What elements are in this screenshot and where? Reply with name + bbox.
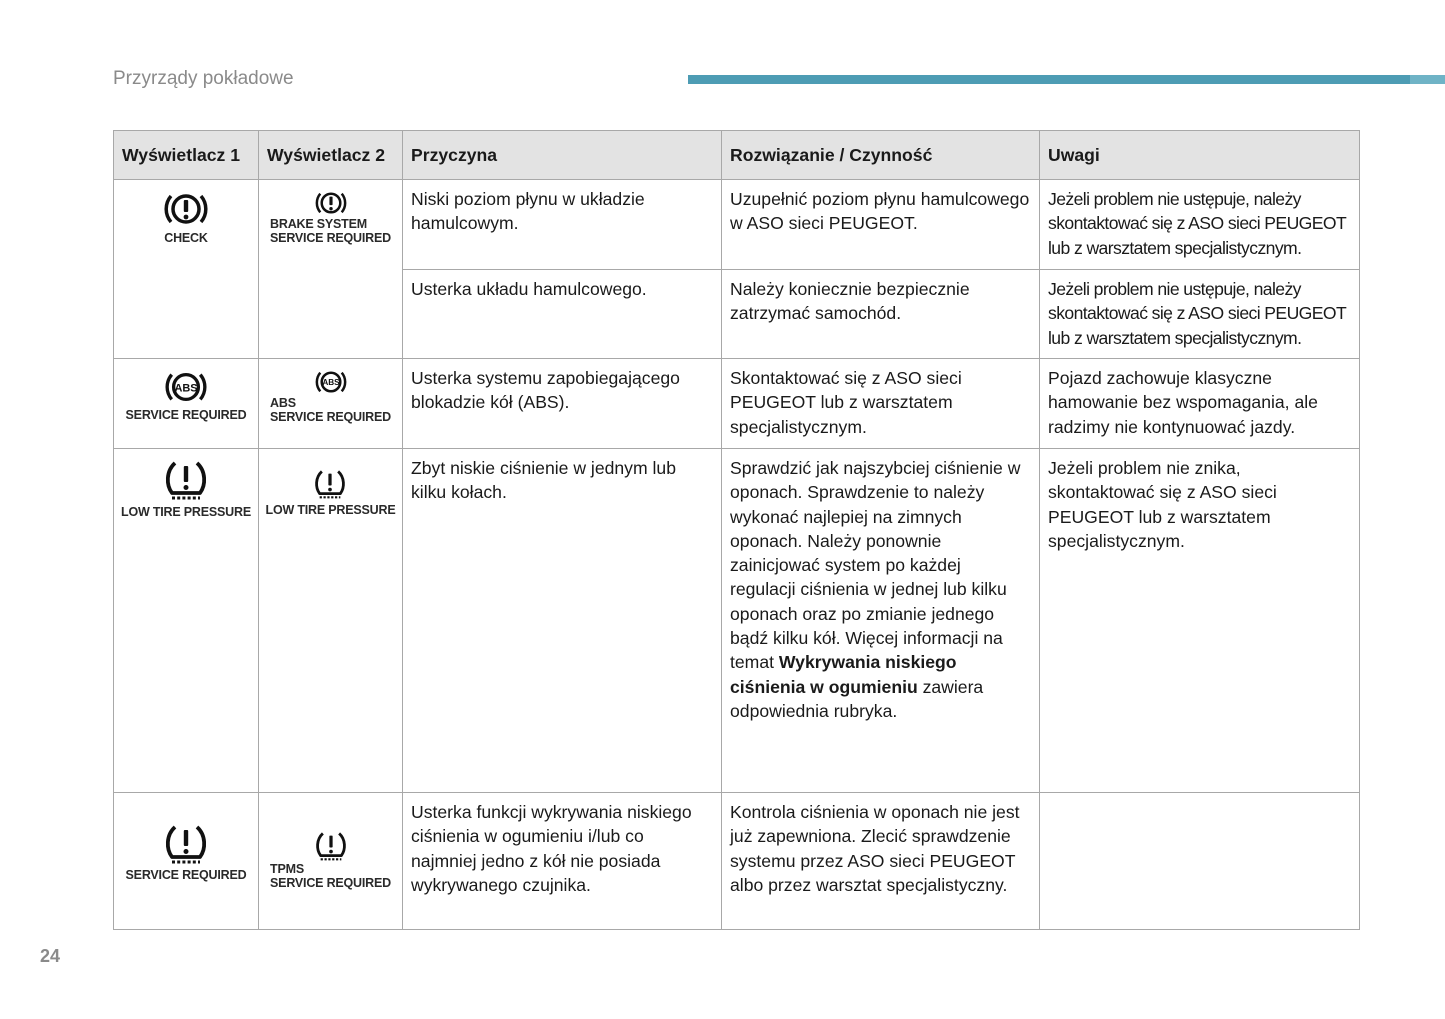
indicator-caption: CHECK (164, 231, 208, 245)
header-accent-bar (688, 75, 1445, 84)
brake-warning-icon (312, 188, 350, 218)
display1-cell (114, 180, 259, 359)
tire-pressure-icon (314, 829, 348, 863)
brake-warning-icon (161, 188, 211, 230)
column-header-cause: Przyczyna (403, 131, 722, 180)
column-header-notes: Uwagi (1040, 131, 1360, 180)
table-row (114, 793, 1360, 930)
notes-cell (1040, 793, 1360, 930)
solution-cell: Kontrola ciśnienia w oponach nie jest już zapewniona. Zlecić sprawdzenie systemu przez ASO sieci PEUGEOT albo przez warsztat specjalistyczny. (722, 793, 1040, 930)
column-header-solution: Rozwiązanie / Czynność (722, 131, 1040, 180)
display1-cell (114, 449, 259, 793)
table-row (114, 449, 1360, 793)
table-row (114, 359, 1360, 449)
display2-cell (259, 793, 403, 930)
indicator-check (161, 188, 211, 246)
page-number: 24 (40, 946, 61, 966)
indicator-abs-service (270, 367, 391, 424)
cause-cell: Usterka układu hamulcowego. (403, 270, 722, 359)
table-row (114, 180, 1360, 270)
indicator-tpms-service (270, 829, 391, 890)
tire-pressure-icon (313, 467, 347, 501)
cause-cell: Niski poziom płynu w układzie hamulcowym. (403, 180, 722, 270)
svg-text:ABS: ABS (174, 382, 198, 395)
indicator-tpms (126, 821, 247, 883)
indicator-caption: SERVICE REQUIRED (125, 868, 247, 882)
indicator-low-tire-pressure (121, 457, 251, 520)
abs-icon (312, 367, 350, 397)
column-header-display1: Wyświetlacz 1 (114, 131, 259, 180)
abs-icon (161, 367, 211, 407)
section-title: Przyrządy pokładowe (113, 68, 294, 89)
display2-cell (259, 359, 403, 449)
column-header-display2: Wyświetlacz 2 (259, 131, 403, 180)
indicator-caption: BRAKE SYSTEM SERVICE REQUIRED (270, 217, 391, 245)
indicator-caption: TPMS SERVICE REQUIRED (270, 862, 391, 890)
indicator-caption: LOW TIRE PRESSURE (265, 503, 396, 517)
solution-bold-reference: Wykrywania niskiego ciśnienia w ogumieniu (730, 652, 957, 697)
indicator-low-tire-pressure (266, 467, 396, 518)
indicator-abs (126, 367, 247, 423)
solution-text: Sprawdzić jak najszybciej ciśnienie w oponach. Sprawdzenie to należy wykonać najlepiej na zimnych oponach. Należy ponownie zainicjować system po każdej regulacji ciśnienia w jednej lub kilku oponach oraz po zmianie jednego bądź kilku kół. Więcej informacji na temat (730, 458, 1021, 673)
tire-pressure-icon (163, 821, 209, 867)
display2-cell (259, 180, 403, 359)
svg-text:ABS: ABS (321, 378, 340, 388)
solution-text-end: zawiera odpowiednia rubryka. (730, 676, 984, 721)
warning-table (113, 130, 1360, 930)
notes-cell: Pojazd zachowuje klasyczne hamowanie bez wspomagania, ale radzimy nie kontynuować jazdy. (1040, 359, 1360, 449)
solution-cell: Uzupełnić poziom płynu hamulcowego w ASO sieci PEUGEOT. (722, 180, 1040, 270)
indicator-brake-system (270, 188, 391, 245)
display1-cell (114, 793, 259, 930)
indicator-caption: SERVICE REQUIRED (125, 408, 247, 422)
table-header-row (114, 131, 1360, 180)
solution-cell (722, 449, 1040, 793)
indicator-caption: ABS SERVICE REQUIRED (270, 396, 391, 424)
cause-cell: Usterka systemu zapobiegającego blokadzie kół (ABS). (403, 359, 722, 449)
cause-cell: Zbyt niskie ciśnienie w jednym lub kilku kołach. (403, 449, 722, 793)
indicator-caption: LOW TIRE PRESSURE (121, 505, 251, 519)
tire-pressure-icon (163, 457, 209, 503)
solution-cell: Skontaktować się z ASO sieci PEUGEOT lub z warsztatem specjalistycznym. (722, 359, 1040, 449)
notes-cell: Jeżeli problem nie ustępuje, należy skontaktować się z ASO sieci PEUGEOT lub z warsztatem specjalistycznym. (1040, 270, 1360, 359)
cause-cell: Usterka funkcji wykrywania niskiego ciśnienia w ogumieniu i/lub co najmniej jedno z kół nie posiada wykrywanego czujnika. (403, 793, 722, 930)
header-accent-bar-end (1410, 75, 1445, 84)
solution-cell: Należy koniecznie bezpiecznie zatrzymać samochód. (722, 270, 1040, 359)
display1-cell (114, 359, 259, 449)
notes-cell: Jeżeli problem nie ustępuje, należy skontaktować się z ASO sieci PEUGEOT lub z warsztatem specjalistycznym. (1040, 180, 1360, 270)
notes-cell: Jeżeli problem nie znika, skontaktować się z ASO sieci PEUGEOT lub z warsztatem specjalistycznym. (1040, 449, 1360, 793)
display2-cell (259, 449, 403, 793)
